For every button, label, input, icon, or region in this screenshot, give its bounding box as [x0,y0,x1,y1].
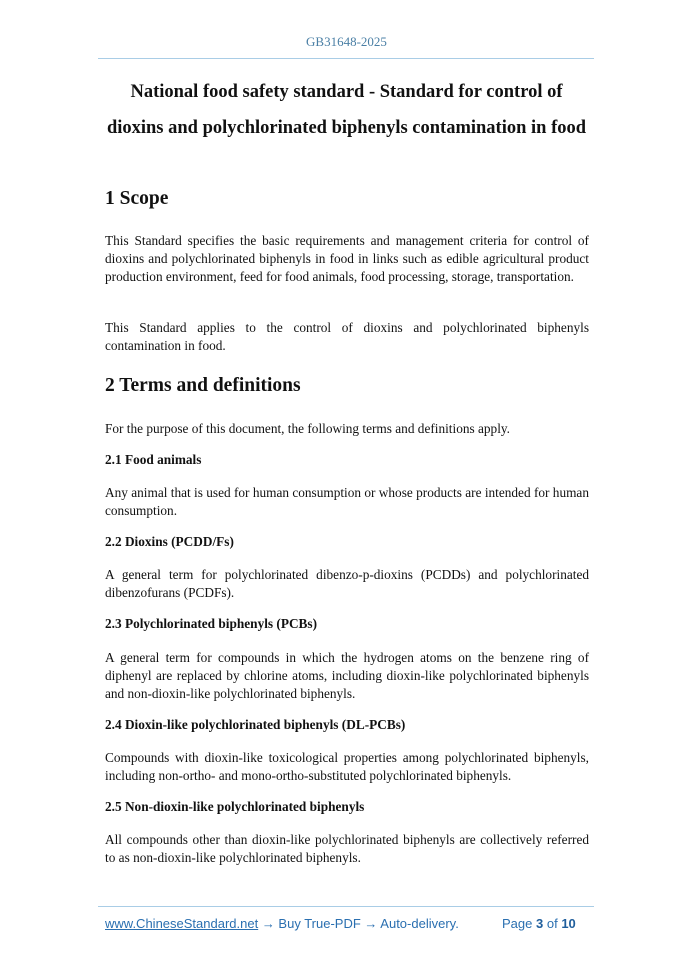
term-definition: A general term for polychlorinated dibenzo-p-dioxins (PCDDs) and polychlorinated dibenzofurans (PCDFs). [105,567,589,600]
terms-intro: For the purpose of this document, the following terms and definitions apply. [105,421,510,436]
scope-paragraph-2: This Standard applies to the control of dioxins and polychlorinated biphenyls contamination in food. [105,320,589,353]
term-title: 2.3 Polychlorinated biphenyls (PCBs) [105,616,318,631]
section-heading-terms: 2 Terms and definitions [105,375,301,396]
footer-promo [105,916,459,931]
total-pages: 10 [561,916,576,931]
document-title-line1: National food safety standard - Standard for control of [130,82,563,102]
section-heading-scope: 1 Scope [105,188,169,209]
footer-divider [98,906,594,907]
term-definition: A general term for compounds in which the hydrogen atoms on the benzene ring of diphenyl are replaced by chlorine atoms, including dioxin-like polychlorinated biphenyls and non-dioxin-like polychlorinated biphenyls. [105,650,589,701]
header-divider [98,58,594,59]
term-title: 2.4 Dioxin-like polychlorinated biphenyls (DL-PCBs) [105,717,406,732]
current-page: 3 [536,916,544,931]
document-title-line2: dioxins and polychlorinated biphenyls contamination in food [106,118,587,138]
term-title: 2.2 Dioxins (PCDD/Fs) [105,534,234,549]
term-title: 2.1 Food animals [105,452,202,467]
footer-promo-text: → Buy True-PDF → Auto-delivery. [258,916,459,931]
term-title: 2.5 Non-dioxin-like polychlorinated biphenyls [105,799,365,814]
term-definition: Any animal that is used for human consumption or whose products are intended for human consumption. [105,485,589,518]
of-label: of [546,916,558,931]
page-indicator [502,916,576,931]
term-definition: Compounds with dioxin-like toxicological properties among polychlorinated biphenyls, including non-ortho- and mono-ortho-substituted polychlorinated biphenyls. [105,750,589,783]
page-label: Page [502,916,533,931]
scope-paragraph-1: This Standard specifies the basic requirements and management criteria for control of dioxins and polychlorinated biphenyls in food in links such as edible agricultural product production environment, feed for food animals, food processing, storage, transportation. [105,233,589,284]
chinesestandard-link[interactable]: www.ChineseStandard.net [105,916,259,931]
header-code: GB31648-2025 [306,34,387,49]
term-definition: All compounds other than dioxin-like polychlorinated biphenyls are collectively referred to as non-dioxin-like polychlorinated biphenyls. [105,832,589,865]
